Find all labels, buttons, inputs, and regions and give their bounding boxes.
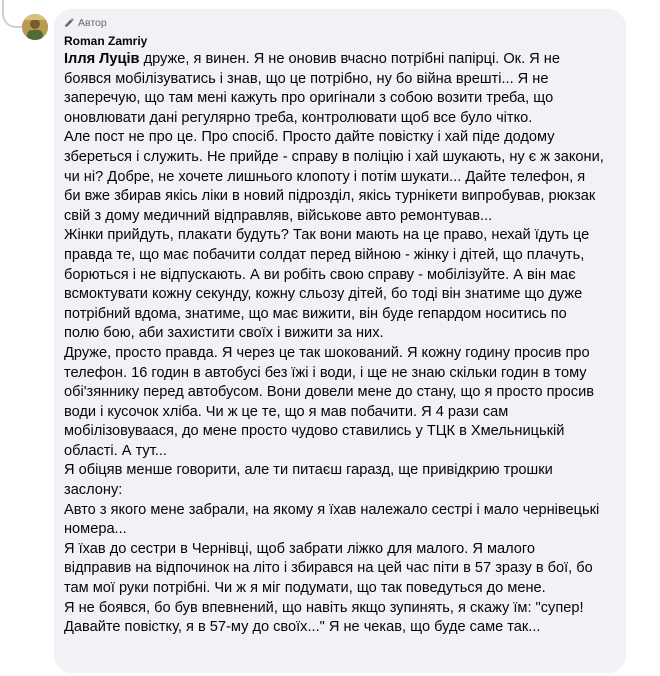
comment-paragraph-2: Але пост не про це. Про спосіб. Просто дайте повістку і хай піде додому збереться і служить. Не прийде - справу в поліцію і хай шукають, ну є ж закони, чи ні? Добре, не хочете лишнього клопоту і потім шукати... Дайте телефон, я би вже збирав якісь ліки в новий підрозділ, якісь турнікети випробував, рюкзак свій з дому медичний відправляв, військове авто ремонтував... [64, 129, 604, 224]
previous-comment-action-dots [248, 0, 398, 4]
pencil-icon [64, 18, 74, 28]
comment-paragraph-8: Я не боявся, бо був впевнений, що навіть якщо зупинять, я скажу їм: "супер! Давайте повістку, я в 57-му до своїх..." Я не чекав, що буде саме так... [64, 599, 584, 636]
profile-photo-icon [22, 14, 48, 40]
author-badge-label: Автор [78, 17, 107, 29]
avatar[interactable] [22, 14, 48, 40]
comment-paragraph-7: Я їхав до сестри в Чернівці, щоб забрати ліжко для малого. Я малого відправив на відпочинок на літо і збирався на цей час піти в 57 зразу в бої, бо там мої руки потрібні. Чи ж я міг подумати, що так поведуться до мене. [64, 540, 593, 597]
reply-thread-connector [2, 0, 24, 28]
comment-paragraph-6: Авто з якого мене забрали, на якому я їхав належало сестрі і мало чернівецькі номера... [64, 501, 600, 538]
comment-paragraph-5: Я обіцяв менше говорити, але ти питаєш гаразд, ще привідкрию трошки заслону: [64, 462, 553, 499]
comment-paragraph-1: Ілля Луців друже, я винен. Я не оновив вчасно потрібні папірці. Ок. Я не боявся мобілізуватись і знав, що це потрібно, ну бо війна врешті... Я не заперечую, що там мені кажуть про оригінали з собою возити треба, що оновлювати дані регулярно треба, контролювати щоб все було чітко. [64, 51, 560, 126]
author-badge [64, 16, 626, 30]
comment-author-name[interactable]: Roman Zamriy [64, 34, 148, 48]
comment-bubble [54, 9, 626, 673]
comment-paragraph-3: Жінки прийдуть, плакати будуть? Так вони мають на це право, нехай їдуть це правда те, що має побачити солдат перед війною - жінку і дітей, що плачуть, борються і не відпускають. А ви робіть свою справу - мобілізуйте. А він має всмоктувати кожну секунду, кожну сльозу дітей, бо тоді він знатиме що дуже потрібний вдома, знатиме, що має вижити, він буде гепардом носитись по полю бою, аби захистити своїх і вижити за них. [64, 227, 590, 342]
mention-link[interactable]: Ілля Луців [64, 51, 140, 67]
comment-paragraph-4: Друже, просто правда. Я через це так шокований. Я кожну годину просив про телефон. 16 годин в автобусі без їжі і води, і ще не знаю скільки годин в тому обі'зяннику перед автобусом. Вони довели мене до стану, що я просто просив води і кусочок хліба. Чи ж це те, що я мав побачити. Я 4 рази сам мобілізовуваася, до мене просто чудово ставились у ТЦК в Хмельницькій області. А тут... [64, 344, 594, 459]
comment-text [64, 50, 604, 638]
